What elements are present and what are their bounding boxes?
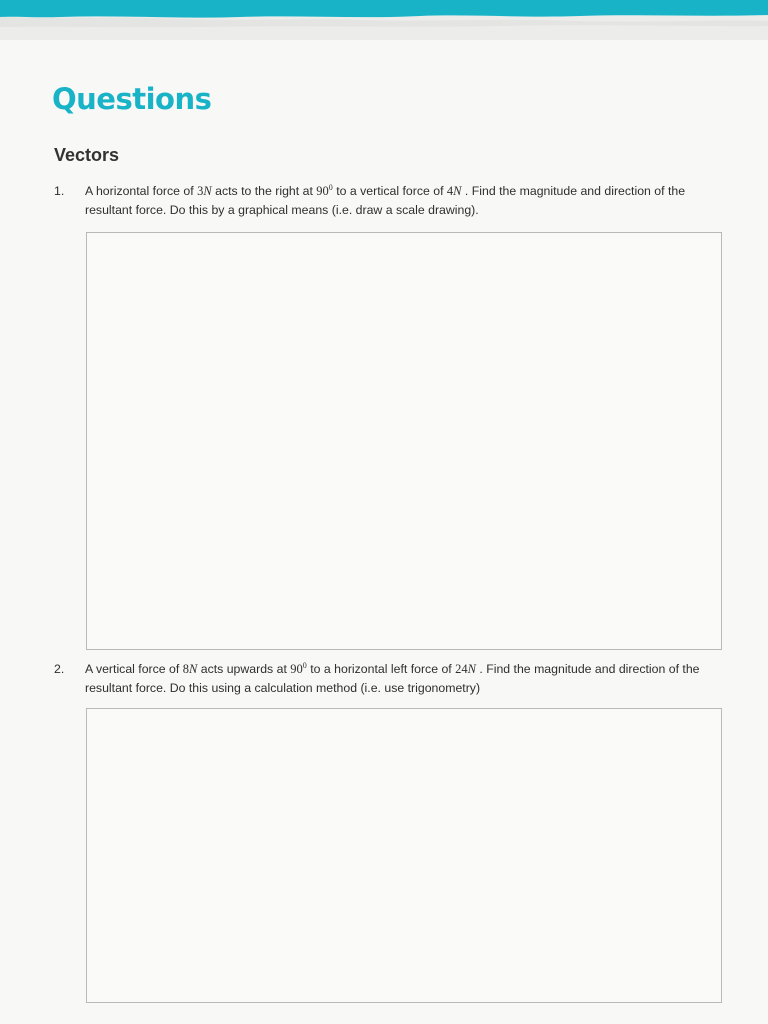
top-decorative-band xyxy=(0,0,768,40)
question-text: A vertical force of 8N acts upwards at $90^0$ to a horizontal left force of 24N . Find the magnitude and direction of the resultant force. Do this using a calculation method (i.e. use trigonometry) xyxy=(85,661,700,695)
question-1 xyxy=(54,182,714,222)
question-number: 2. xyxy=(54,662,65,676)
question-2 xyxy=(54,660,714,700)
section-title: Vectors xyxy=(54,145,120,165)
question-text: A horizontal force of 3N acts to the right at $90^0$ to a vertical force of 4N . Find the magnitude and direction of the resultant force. Do this by a graphical means (i.e. draw a scale drawing). xyxy=(85,183,686,217)
question-number: 1. xyxy=(54,184,65,198)
page-title: Questions xyxy=(52,82,212,116)
answer-box-1[interactable] xyxy=(86,232,722,650)
answer-box-2[interactable] xyxy=(86,708,722,1003)
